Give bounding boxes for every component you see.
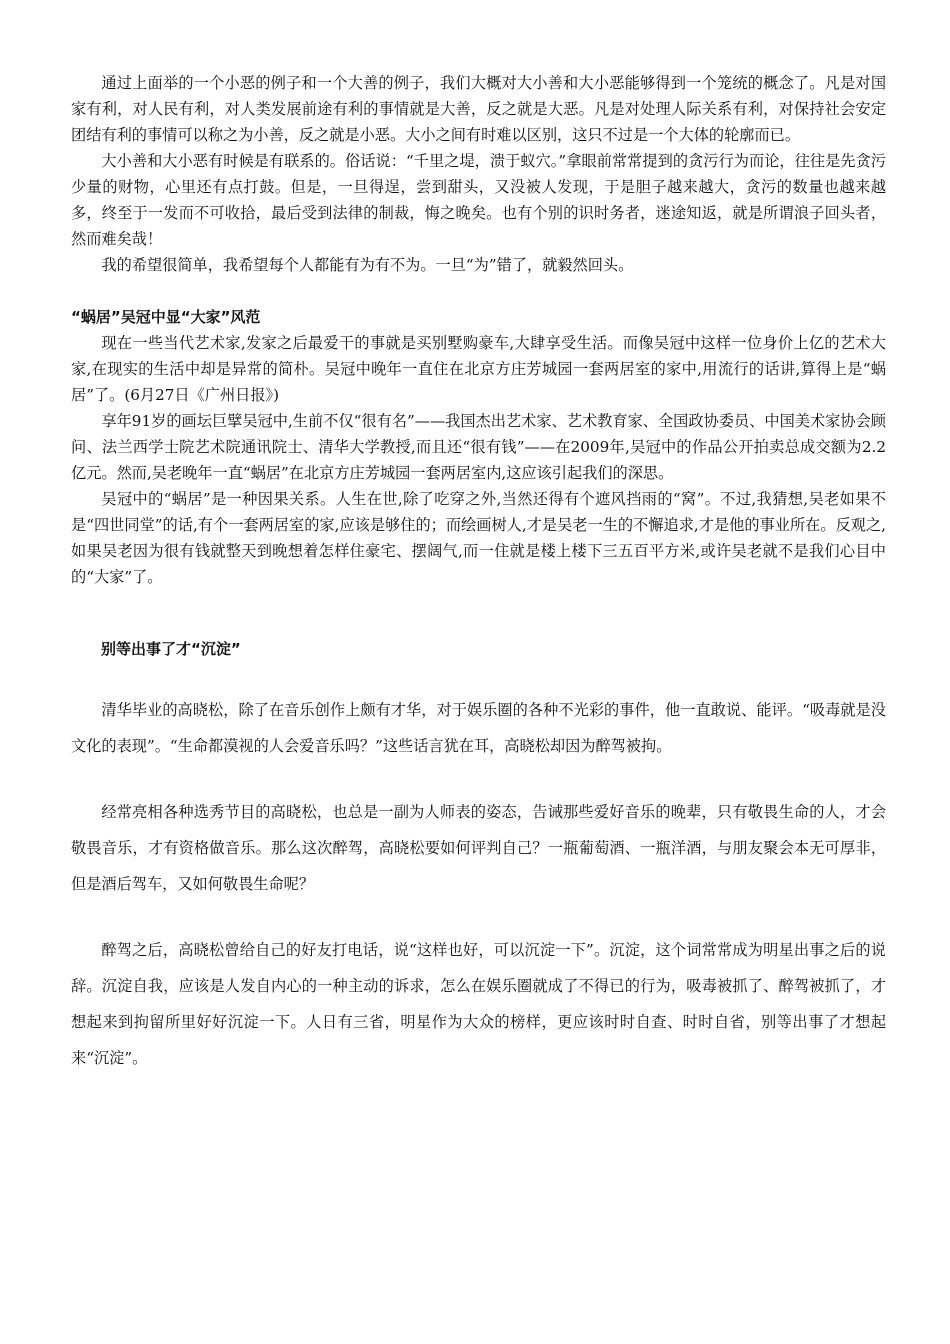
paragraph: 现在一些当代艺术家,发家之后最爱干的事就是买别墅购豪车,大肆享受生活。而像吴冠中这样一位身价上亿的艺术大家,在现实的生活中却是异常的简朴。吴冠中晚年一直住在北京方庄芳城园一套两居室的家中,用流行的话讲,算得上是“蜗居”了。(6月27日《广州日报》) — [71, 334, 886, 404]
paragraph: 经常亮相各种选秀节目的高晓松，也总是一副为人师表的姿态，告诫那些爱好音乐的晚辈，只有敬畏生命的人，才会敬畏音乐，才有资格做音乐。那么这次醉驾，高晓松要如何评判自己？一瓶葡萄酒、一瓶洋酒，与朋友聚会本无可厚非，但是酒后驾车，又如何敬畏生命呢？ — [71, 803, 886, 893]
paragraph: 醉驾之后，高晓松曾给自己的好友打电话，说“这样也好，可以沉淀一下”。沉淀，这个词常常成为明星出事之后的说辞。沉淀自我，应该是人发自内心的一种主动的诉求，怎么在娱乐圈就成了不得已的行为，吸毒被抓了、醉驾被抓了，才想起来到拘留所里好好沉淀一下。人日有三省，明星作为大众的榜样，更应该时时自查、时时自省，别等出事了才想起来“沉淀”。 — [71, 941, 886, 1067]
essay-section-wu-guanzhong — [71, 304, 886, 590]
paragraph: 吴冠中的“蜗居”是一种因果关系。人生在世,除了吃穿之外,当然还得有个遮风挡雨的“窝”。不过,我猜想,吴老如果不是“四世同堂”的话,有个一套两居室的家,应该是够住的；而绘画树人,才是吴老一生的不懈追求,才是他的事业所在。反观之,如果吴老因为很有钱就整天到晚想着怎样住豪宅、摆阔气,而一住就是楼上楼下三五百平方米,或许吴老就不是我们心目中的“大家”了。 — [71, 490, 886, 586]
paragraph: 大小善和大小恶有时候是有联系的。俗话说：“千里之堤，溃于蚁穴。”拿眼前常常提到的贪污行为而论，往往是先贪污少量的财物，心里还有点打鼓。但是，一旦得逞，尝到甜头，又没被人发现，于是胆子越来越大，贪污的数量也越来越多，终至于一发而不可收拾，最后受到法律的制裁，悔之晚矣。也有个别的识时务者，迷途知返，就是所谓浪子回头者，然而难矣哉！ — [71, 152, 886, 248]
section-title: 别等出事了才“沉淀” — [101, 640, 241, 658]
document-page — [71, 70, 886, 1106]
essay-section-gao-xiaosong — [71, 636, 886, 1076]
paragraph: 清华毕业的高晓松，除了在音乐创作上颇有才华，对于娱乐圈的各种不光彩的事件，他一直敢说、能评。“吸毒就是没文化的表现”。“生命都漠视的人会爱音乐吗？”这些话言犹在耳，高晓松却因为醉驾被拘。 — [71, 701, 886, 755]
essay-section-good-evil — [71, 70, 886, 278]
paragraph: 通过上面举的一个小恶的例子和一个大善的例子，我们大概对大小善和大小恶能够得到一个笼统的概念了。凡是对国家有利，对人民有利，对人类发展前途有利的事情就是大善，反之就是大恶。凡是对处理人际关系有利，对保持社会安定团结有利的事情可以称之为小善，反之就是小恶。大小之间有时难以区别，这只不过是一个大体的轮廓而已。 — [71, 74, 886, 144]
paragraph: 享年91岁的画坛巨擘吴冠中,生前不仅“很有名”——我国杰出艺术家、艺术教育家、全国政协委员、中国美术家协会顾问、法兰西学士院艺术院通讯院士、清华大学教授,而且还“很有钱”——在2009年,吴冠中的作品公开拍卖总成交额为2.2亿元。然而,吴老晚年一直“蜗居”在北京方庄芳城园一套两居室内,这应该引起我们的深思。 — [71, 412, 886, 482]
section-title: “蜗居”吴冠中显“大家”风范 — [71, 308, 261, 326]
paragraph: 我的希望很简单，我希望每个人都能有为有不为。一旦“为”错了，就毅然回头。 — [101, 256, 634, 274]
